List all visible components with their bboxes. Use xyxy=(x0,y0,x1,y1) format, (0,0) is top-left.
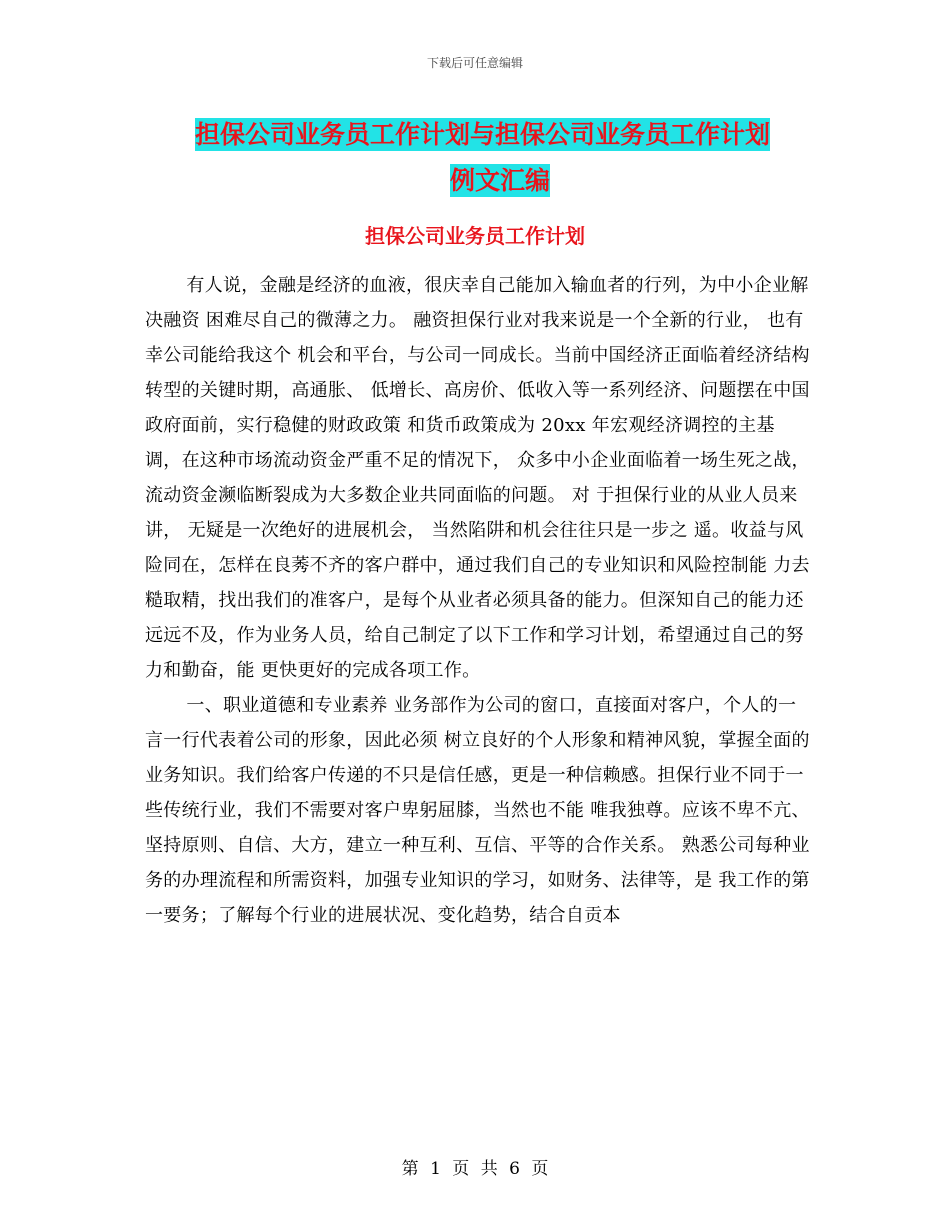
header-note: 下载后可任意编辑 xyxy=(426,56,523,70)
page-footer: 第 1 页 共 6 页 xyxy=(401,1159,549,1179)
body-text xyxy=(145,268,810,933)
title-line-2: 例文汇编 xyxy=(449,166,550,195)
paragraph-2: 一、职业道德和专业素养 业务部作为公司的窗口，直接面对客户，个人的一言一行代表着公司的形象，因此必须 树立良好的个人形象和精神风貌，掌握全面的业务知识。我们给客户传递的不只是信任感，更是一种信赖感。担保行业不同于一些传统行业，我们不需要对客户卑躬屈膝，当然也不能 唯我独尊。应该不卑不亢、坚持原则、自信、大方，建立一种互利、互信、平等的合作关系。 熟悉公司每种业务的办理流程和所需资料，加强专业知识的学习，如财务、法律等，是 我工作的第一要务；了解每个行业的进展状况、变化趋势，结合自贡本 xyxy=(145,695,810,926)
title-line-1: 担保公司业务员工作计划与担保公司业务员工作计划 xyxy=(195,120,771,149)
section-title: 担保公司业务员工作计划 xyxy=(365,224,585,248)
paragraph-1: 有人说，金融是经济的血液，很庆幸自己能加入输血者的行列，为中小企业解决融资 困难尽自己的微薄之力。 融资担保行业对我来说是一个全新的行业， 也有幸公司能给我这个 机会和平台，与公司一同成长。当前中国经济正面临着经济结构转型的关键时期，高通胀、 低增长、高房价、低收入等一系列经济、问题摆在中国政府面前，实行稳健的财政政策 和货币政策成为 20xx 年宏观经济调控的主基调，在这种市场流动资金严重不足的情况下， 众多中小企业面临着一场生死之战， 流动资金濒临断裂成为大多数企业共同面临的问题。 对 于担保行业的从业人员来讲， 无疑是一次绝好的进展机会， 当然陷阱和机会往往只是一步之 遥。收益与风险同在，怎样在良莠不齐的客户群中，通过我们自己的专业知识和风险控制能 力去糙取精，找出我们的准客户，是每个从业者必须具备的能力。但深知自己的能力还远远不及，作为业务人员，给自己制定了以下工作和学习计划，希望通过自己的努力和勤奋，能 更快更好的完成各项工作。 xyxy=(145,275,810,681)
document-title xyxy=(195,112,805,204)
